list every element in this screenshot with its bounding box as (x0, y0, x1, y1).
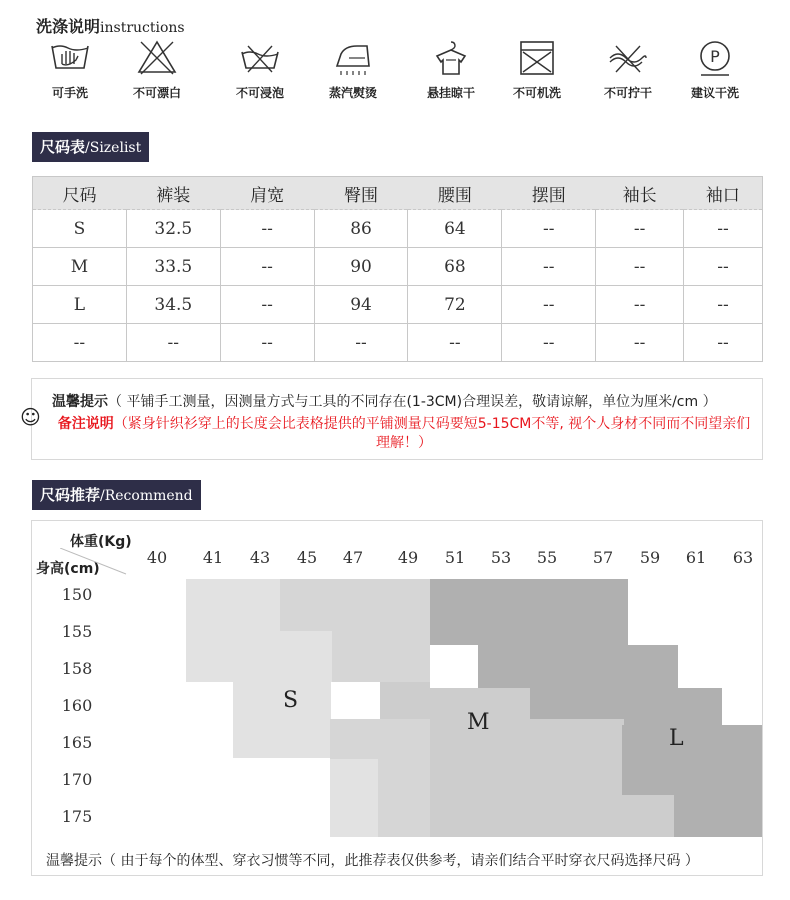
size-band (622, 725, 762, 795)
table-row (33, 324, 763, 362)
table-cell: -- (684, 286, 763, 324)
header-cell: 摆围 (502, 177, 596, 210)
size-mark-l: L (669, 726, 684, 751)
care-item-no-machine-wash: 不可机洗 (497, 38, 577, 101)
height-row-label: 165 (61, 733, 93, 752)
weight-col-label: 49 (397, 548, 419, 567)
header-cell: 袖长 (596, 177, 684, 210)
weight-col-label: 63 (732, 548, 754, 567)
weight-col-label: 59 (639, 548, 661, 567)
table-cell: 86 (314, 210, 408, 248)
size-band (674, 795, 762, 837)
height-row-label: 158 (61, 659, 93, 678)
table-cell: 64 (408, 210, 502, 248)
size-band (622, 795, 674, 837)
weight-col-label: 45 (296, 548, 318, 567)
svg-text:P: P (710, 47, 720, 66)
no-bleach-icon (135, 38, 179, 78)
size-band (186, 579, 280, 682)
care-item-no-soak: 不可浸泡 (220, 38, 300, 101)
no-wring-icon (606, 38, 650, 78)
table-cell: -- (502, 324, 596, 362)
notice-box (20, 378, 763, 460)
care-item-steam-iron: 蒸汽熨烫 (313, 38, 393, 101)
table-cell: -- (596, 210, 684, 248)
table-cell: -- (596, 286, 684, 324)
table-cell: -- (220, 210, 314, 248)
height-row-label: 150 (61, 585, 93, 604)
care-item-dry-clean: P 建议干洗 (675, 38, 755, 101)
weight-col-label: 61 (685, 548, 707, 567)
care-title: 洗涤说明instructions (36, 17, 185, 36)
height-row-label: 170 (61, 770, 93, 789)
table-row (33, 210, 763, 248)
weight-col-label: 57 (592, 548, 614, 567)
table-cell: -- (220, 286, 314, 324)
table-cell: 33.5 (126, 248, 220, 286)
size-table (32, 176, 763, 362)
header-cell: 尺码 (33, 177, 127, 210)
table-cell: S (33, 210, 127, 248)
table-cell: -- (502, 286, 596, 324)
care-icons-row (0, 38, 790, 108)
table-cell: L (33, 286, 127, 324)
size-band (430, 719, 624, 837)
hang-dry-icon (429, 38, 473, 78)
table-cell: -- (33, 324, 127, 362)
hand-wash-icon (48, 38, 92, 78)
table-cell: -- (314, 324, 408, 362)
notice-line-2: 备注说明（紧身针织衫穿上的长度会比表格提供的平铺测量尺码要短5-15CM不等, 视个人身材不同而不同望亲们理解！） (57, 416, 751, 451)
care-item-hand-wash: 可手洗 (30, 38, 110, 101)
table-cell: 72 (408, 286, 502, 324)
notice-line-1: 温馨提示（ 平铺手工测量，因测量方式与工具的不同存在(1-3CM)合理误差，敬请谅解，单位为厘米/cm ） (52, 394, 717, 410)
header-diagonal (60, 548, 130, 576)
height-row-label: 155 (61, 622, 93, 641)
weight-col-label: 55 (536, 548, 558, 567)
height-axis-label: 身高(cm) (36, 561, 100, 577)
table-cell: -- (684, 210, 763, 248)
size-band (233, 682, 331, 758)
table-cell: -- (596, 248, 684, 286)
no-soak-icon (238, 38, 282, 78)
table-cell: -- (502, 210, 596, 248)
height-row-label: 160 (61, 696, 93, 715)
dry-clean-icon (693, 38, 737, 78)
table-cell: 32.5 (126, 210, 220, 248)
smile-icon: ☺ (20, 405, 41, 429)
table-cell: 90 (314, 248, 408, 286)
header-cell: 腰围 (408, 177, 502, 210)
weight-col-label: 43 (249, 548, 271, 567)
table-cell: 34.5 (126, 286, 220, 324)
header-cell: 肩宽 (220, 177, 314, 210)
size-band (330, 719, 430, 759)
table-cell: M (33, 248, 127, 286)
table-cell: -- (596, 324, 684, 362)
table-row (33, 248, 763, 286)
table-cell: -- (126, 324, 220, 362)
weight-col-label: 40 (146, 548, 168, 567)
recommend-footer: 温馨提示（ 由于每个的体型、穿衣习惯等不同，此推荐表仅供参考，请亲们结合平时穿衣尺码选择尺码 ） (46, 853, 699, 869)
weight-axis-label: 体重(Kg) (70, 534, 132, 550)
header-cell: 袖口 (684, 177, 763, 210)
table-cell: 94 (314, 286, 408, 324)
size-band (330, 759, 378, 837)
care-item-no-wring: 不可拧干 (588, 38, 668, 101)
size-band (280, 579, 430, 631)
table-cell: -- (408, 324, 502, 362)
weight-col-label: 47 (342, 548, 364, 567)
sizelist-tab: 尺码表/Sizelist (32, 132, 149, 162)
header-cell: 臀围 (314, 177, 408, 210)
size-band (478, 645, 678, 688)
height-row-label: 175 (61, 807, 93, 826)
size-mark-m: M (467, 710, 490, 735)
size-table-header (33, 177, 763, 210)
size-band (380, 682, 430, 719)
size-band (378, 759, 430, 837)
size-mark-s: S (283, 688, 299, 713)
size-band (430, 579, 628, 645)
size-band (332, 631, 430, 682)
table-row (33, 286, 763, 324)
table-cell: -- (684, 324, 763, 362)
recommend-tab: 尺码推荐/Recommend (32, 480, 201, 510)
care-item-hang-dry: 悬挂晾干 (411, 38, 491, 101)
table-cell: -- (220, 324, 314, 362)
table-cell: -- (502, 248, 596, 286)
header-cell: 裤装 (126, 177, 220, 210)
weight-col-label: 41 (202, 548, 224, 567)
steam-iron-icon (331, 38, 375, 78)
table-cell: -- (684, 248, 763, 286)
care-item-no-bleach: 不可漂白 (117, 38, 197, 101)
weight-col-label: 51 (444, 548, 466, 567)
weight-col-label: 53 (490, 548, 512, 567)
no-machine-wash-icon (515, 38, 559, 78)
table-cell: -- (220, 248, 314, 286)
table-cell: 68 (408, 248, 502, 286)
